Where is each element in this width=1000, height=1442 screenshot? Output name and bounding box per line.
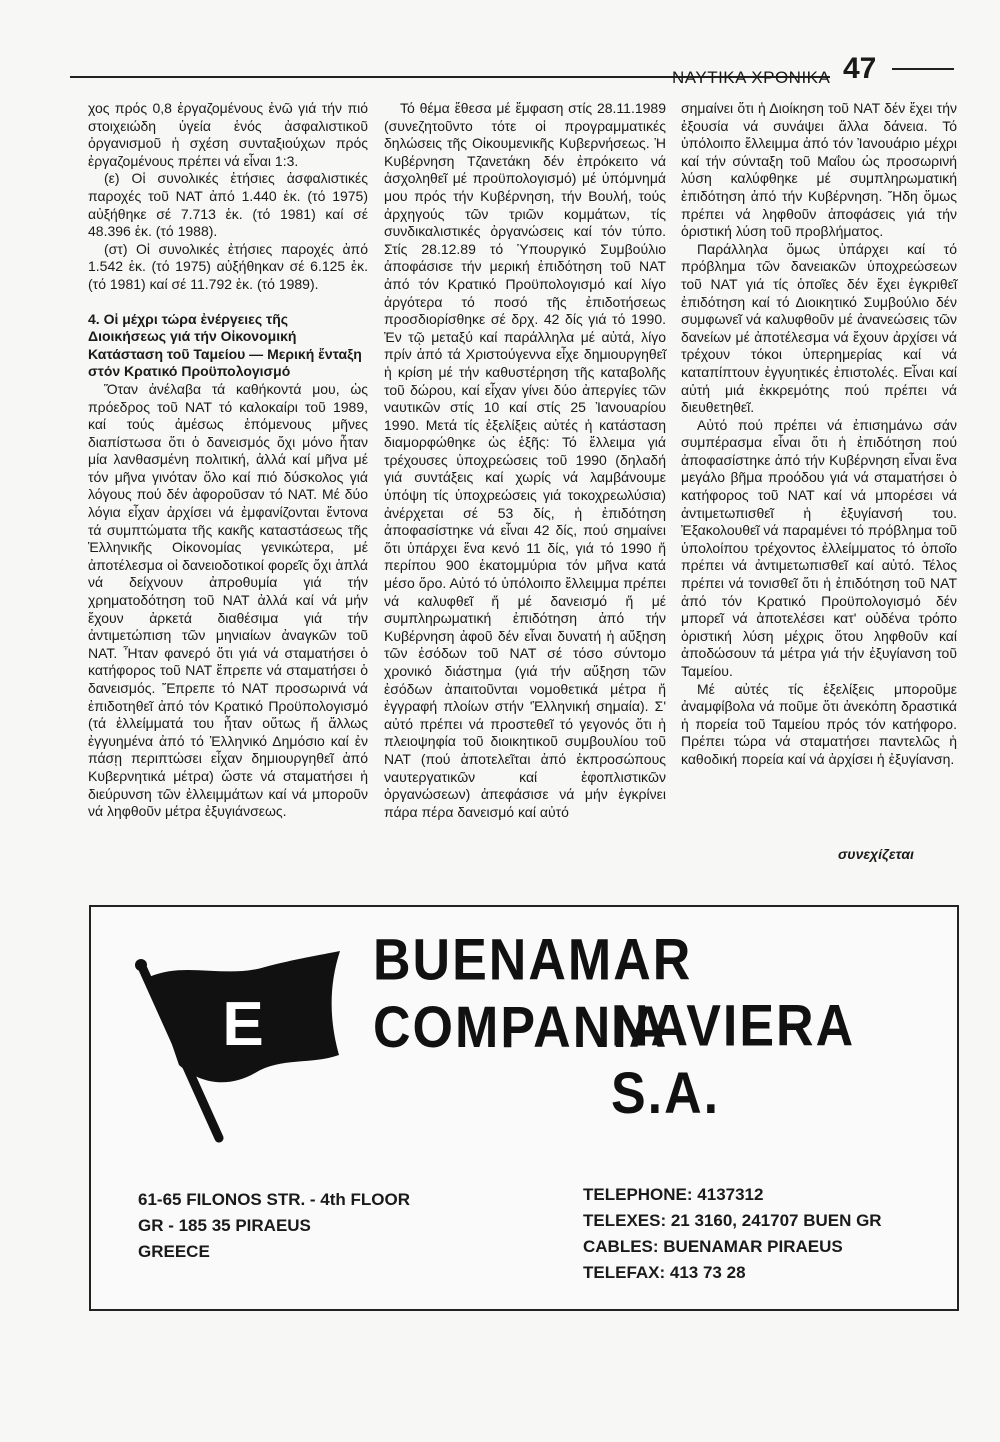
contact-telephone: TELEPHONE: 4137312 <box>583 1185 764 1204</box>
company-contacts <box>583 1182 882 1286</box>
paragraph: Μέ αὐτές τίς ἐξελίξεις μποροῦμε ἀναμφίβολα νά ποῦμε ὅτι ἀνεκόπη δραστικά ἡ πορεία τοῦ Ταμείου πρός τόν κατήφορο. Πρέπει τώρα νά σταματήσει παντελῶς ἡ καθοδική πορεία καί νά ἀρχίσει ἡ ἐξυγίανση. <box>681 680 957 767</box>
header-rule-right <box>892 68 954 70</box>
contact-cables: CABLES: BUENAMAR PIRAEUS <box>583 1237 843 1256</box>
address-line: GREECE <box>138 1242 210 1261</box>
contact-telexes: TELEXES: 21 3160, 241707 BUEN GR <box>583 1211 882 1230</box>
article-column-3 <box>681 100 957 769</box>
paragraph: χος πρός 0,8 ἐργαζομένους ἐνῶ γιά τήν πιό στοιχειώδη ὑγεία ἑνός ἀσφαλιστικοῦ ὀργανισμοῦ ἡ σχέση συνταξιούχων πρός ἐργαζομένους πρέπει νά εἶναι 1:3. <box>88 100 368 169</box>
address-line: 61-65 FILONOS STR. - 4th FLOOR <box>138 1190 411 1209</box>
page-number: 47 <box>843 52 877 85</box>
company-name-line1: BUENAMAR COMPANIA <box>373 928 693 1061</box>
section-heading: 4. Οἱ μέχρι τώρα ἐνέργειες τῆς Διοικήσεως γιά τήν Οἰκονομική Κατάσταση τοῦ Ταμείου — Μερική ἔνταξη στόν Κρατικό Προϋπολογισμό <box>88 310 362 380</box>
paragraph: (στ) Οἱ συνολικές ἐτήσιες παροχές ἀπό 1.542 ἑκ. (τό 1975) αὐξήθηκαν σέ 6.125 ἑκ. (τό 1981) καί σέ 11.792 ἑκ. (τό 1989). <box>88 240 368 292</box>
paragraph: Ὅταν ἀνέλαβα τά καθήκοντά μου, ὡς πρόεδρος τοῦ ΝΑΤ τό καλοκαίρι τοῦ 1989, καί τούς ἀμέσως ἑπόμενους μῆνες διαπίστωσα ὅτι ὁ δανεισμός ὄχι μόνο ἦταν μία λανθασμένη πολιτική, ἀλλά καί μῆνα μέ τόν μῆνα γινόταν ὅλο καί πιό δύσκολος γιά λόγους πού δέν ἀφοροῦσαν τό ΝΑΤ. Μέ δύο λόγια εἶχαν ἀρχίσει νά ἐμφανίζονται ἔντονα τά συμπτώματα τῆς κακῆς καταστάσεως τῆς Ἑλληνικῆς Οἰκονομίας γενικώτερα, μέ ἀποτέλεσμα οἱ δανειοδοτικοί φορεῖς ὄχι ἁπλά νά δείχνουν ἀπροθυμία γιά τήν χρηματοδότηση τοῦ ΝΑΤ ἀλλά καί νά μήν ἔχουν ἀρκετά διαθέσιμα γιά τήν ἀντιμετώπιση τῶν μηνιαίων ἀναγκῶν τοῦ ΝΑΤ. Ἦταν φανερό ὅτι γιά νά σταματήσει ὁ κατήφορος τοῦ ΝΑΤ ἔπρεπε νά σταματήσει ὁ δανεισμός. Ἔπρεπε τό ΝΑΤ προσωρινά νά ἐπιδοτηθεῖ ἀπό τόν Κρατικό Προϋπολογισμό (τά ἐλλείμματά του ἦταν οὕτως ἤ ἄλλως ἐγγυημένα ἀπό τό Ἑλληνικό Δημόσιο καί ἐν πάσῃ περιπτώσει εἶχαν δημιουργηθεῖ ἀπό Κυβερνητικά μέτρα) ὥστε νά σταματήσει ἡ διεύρυνση τῶν ἐλλειμμάτων καί νά μποροῦν νά ληφθοῦν μέτρα ἐξυγιάνσεως. <box>88 380 368 820</box>
address-line: GR - 185 35 PIRAEUS <box>138 1216 311 1235</box>
flag-logo-icon <box>115 933 345 1143</box>
company-name-line2: NAVIERA S.A. <box>611 994 854 1127</box>
paragraph: (ε) Οἱ συνολικές ἐτήσιες ἀσφαλιστικές παροχές τοῦ ΝΑΤ ἀπό 1.440 ἑκ. (τό 1975) αὐξήθηκε σέ 7.713 ἑκ. (τό 1981) καί σέ 48.396 ἑκ. (τό 1988). <box>88 170 368 240</box>
paragraph: Παράλληλα ὅμως ὑπάρχει καί τό πρόβλημα τῶν δανειακῶν ὑποχρεώσεων τοῦ ΝΑΤ γιά τίς ὁποῖες δέν ἔχει ἐγκριθεῖ ἐπιδότηση καί τό Διοικητικό Συμβούλιο δέν συμφωνεῖ νά καλυφθοῦν μέ ἀνανεώσεις τῶν δανείων μέ ἀποτέλεσμα νά ἔχουν ἀρχίσει νά τρέχουν τόκοι ὑπερημερίας καί νά καταπίπτουν ἐγγυητικές ἐπιστολές. Εἶναι καί αὐτή μιά ἐκκρεμότης πού πρέπει νά διευθετηθεῖ. <box>681 240 957 416</box>
flag-letter: E <box>222 990 264 1059</box>
paragraph: Τό θέμα ἔθεσα μέ ἔμφαση στίς 28.11.1989 (συνεζητοῦντο τότε οἱ προγραμματικές δηλώσεις τῆς Οἰκουμενικῆς Κυβερνήσεως. Ἡ Κυβέρνηση Τζανετάκη δέν ἐπρόκειτο νά ἀσχοληθεῖ μέ προϋπολογισμό) μέ ὑπόμνημά μου πρός τήν Κυβέρνηση, τήν Βουλή, τούς ἀρχηγούς τῶν τριῶν κομμάτων, τίς συνδικαλιστικές ὀργανώσεις καί τόν τύπο. Στίς 28.12.89 τό Ὑπουργικό Συμβούλιο ἀποφάσισε τήν μερική ἐπιδότηση τοῦ ΝΑΤ ἀπό τόν Κρατικό Προϋπολογισμό καί λίγο ἀργότερα τό ποσό τῆς ἐπιδοτήσεως προσδιορίσθηκε σέ δρχ. 42 δίς γιά τό 1990. Ἐν τῷ μεταξύ καί παράλληλα μέ αὐτά, λίγο πρίν ἀπό τά Χριστούγεννα εἶχε δημιουργηθεῖ ἡ κρίση μέ τήν καθυστέρηση τῆς καταβολῆς τοῦ δώρου, καί εἶχαν γίνει δύο ἀπεργίες τῶν ναυτικῶν στίς 10 καί στίς 25 Ἰανουαρίου 1990. Μετά τίς ἐξελίξεις αὐτές ἡ κατάσταση διαμορφώθηκε ὡς ἑξῆς: Τό ἔλλειμα γιά τρέχουσες ὑποχρεώσεις τοῦ 1990 (δηλαδή γιά συντάξεις καί χωρίς νά λαμβάνουμε ὑπόψη τίς ὑποχρεώσεις γιά τοκοχρεωλύσια) ἀνέρχεται σέ 53 δίς, ἡ ἐπιδότηση ἀποφασίστηκε νά εἶναι 42 δίς, πού σημαίνει ὅτι ὑπάρχει ἕνα κενό 11 δίς, γιά τό 1990 ἤ περίπου 900 ἑκατομμύρια τόν μῆνα κατά μέσο ὅρο. Αὐτό τό ὑπόλοιπο ἔλλειμμα πρέπει νά καλυφθεῖ ἤ μέ δανεισμό ἤ μέ συμπληρωματική ἐπιδότηση ἀπό τήν Κυβέρνηση ἀφοῦ δέν εἶναι δυνατή ἡ αὔξηση τῶν ἐσόδων τοῦ ΝΑΤ σέ τόσο σύντομο χρονικό διάστημα (γιά τήν αὔξηση τῶν ἐσόδων ἀπαιτοῦνται νομοθετικά μέτρα ἤ ἐγγραφή πλοίων στήν 'Ἑλληνική σημαία). Σ' αὐτό πρέπει νά προστεθεῖ τό γεγονός ὅτι ἡ πλειοψηφία τοῦ διοικητικοῦ συμβουλίου τοῦ ΝΑΤ (πού ἀποτελεῖται ἀπό ἐκπροσώπους ναυτεργατικῶν καί ἐφοπλιστικῶν ὀργανώσεων) ἀπεφάσισε νά μήν ἐγκρίνει πάρα πέρα δανεισμό καί αὐτό <box>384 100 666 820</box>
article-column-1 <box>88 100 368 821</box>
company-address <box>138 1187 410 1265</box>
paragraph: σημαίνει ὅτι ἡ Διοίκηση τοῦ ΝΑΤ δέν ἔχει τήν ἐξουσία νά συνάψει ἄλλα δάνεια. Τό ὑπόλοιπο ἔλλειμμα ἀπό τόν Ἰανουάριο μέχρι καί τήν σύνταξη τοῦ Μαΐου ὡς προσωρινή λύση καλύφθηκε μέ συμπληρωματική ἐπιδότηση ἀπό τήν Κυβέρνηση. Ἤδη ὅμως πρέπει νά ληφθοῦν ἀποφάσεις γιά τήν ὁριστική λύση τοῦ προβλήματος. <box>681 100 957 240</box>
article-column-2 <box>384 100 666 821</box>
paragraph: Αὐτό πού πρέπει νά ἐπισημάνω σάν συμπέρασμα εἶναι ὅτι ἡ ἐπιδότηση πού ἀποφασίστηκε ἀπό τήν Κυβέρνηση εἶναι ἕνα μεγάλο βῆμα προόδου γιά νά σταματήσει ὁ κατήφορος τοῦ ΝΑΤ καί νά μπορέσει νά ἀντιμετωπισθεῖ ἡ ἐξυγίανσή του. Ἐξακολουθεῖ νά παραμένει τό πρόβλημα τοῦ ὑπολοίπου τρέχοντος ἐλλείμματος τό ὁποῖο πρέπει νά ἀντιμετωπισθεῖ καί αὐτό. Τέλος πρέπει νά τονισθεῖ ὅτι ἡ ἐπιδότηση τοῦ ΝΑΤ ἀπό τόν Κρατικό Προϋπολογισμό δέν μπορεῖ νά ἀποτελέσει κατ' οὐδένα τρόπο ὁριστική λύση μέχρις ὅτου ληφθοῦν καί ἀποδώσουν τά μέτρα γιά τήν ἐξυγίανση τοῦ Ταμείου. <box>681 416 957 679</box>
advertisement <box>89 905 959 1311</box>
magazine-name: ΝΑΥΤΙΚΑ ΧΡΟΝΙΚΑ <box>672 68 831 87</box>
continued-note: συνεχίζεται <box>838 846 914 862</box>
contact-telefax: TELEFAX: 413 73 28 <box>583 1263 746 1282</box>
flag-pole-top <box>135 959 147 971</box>
